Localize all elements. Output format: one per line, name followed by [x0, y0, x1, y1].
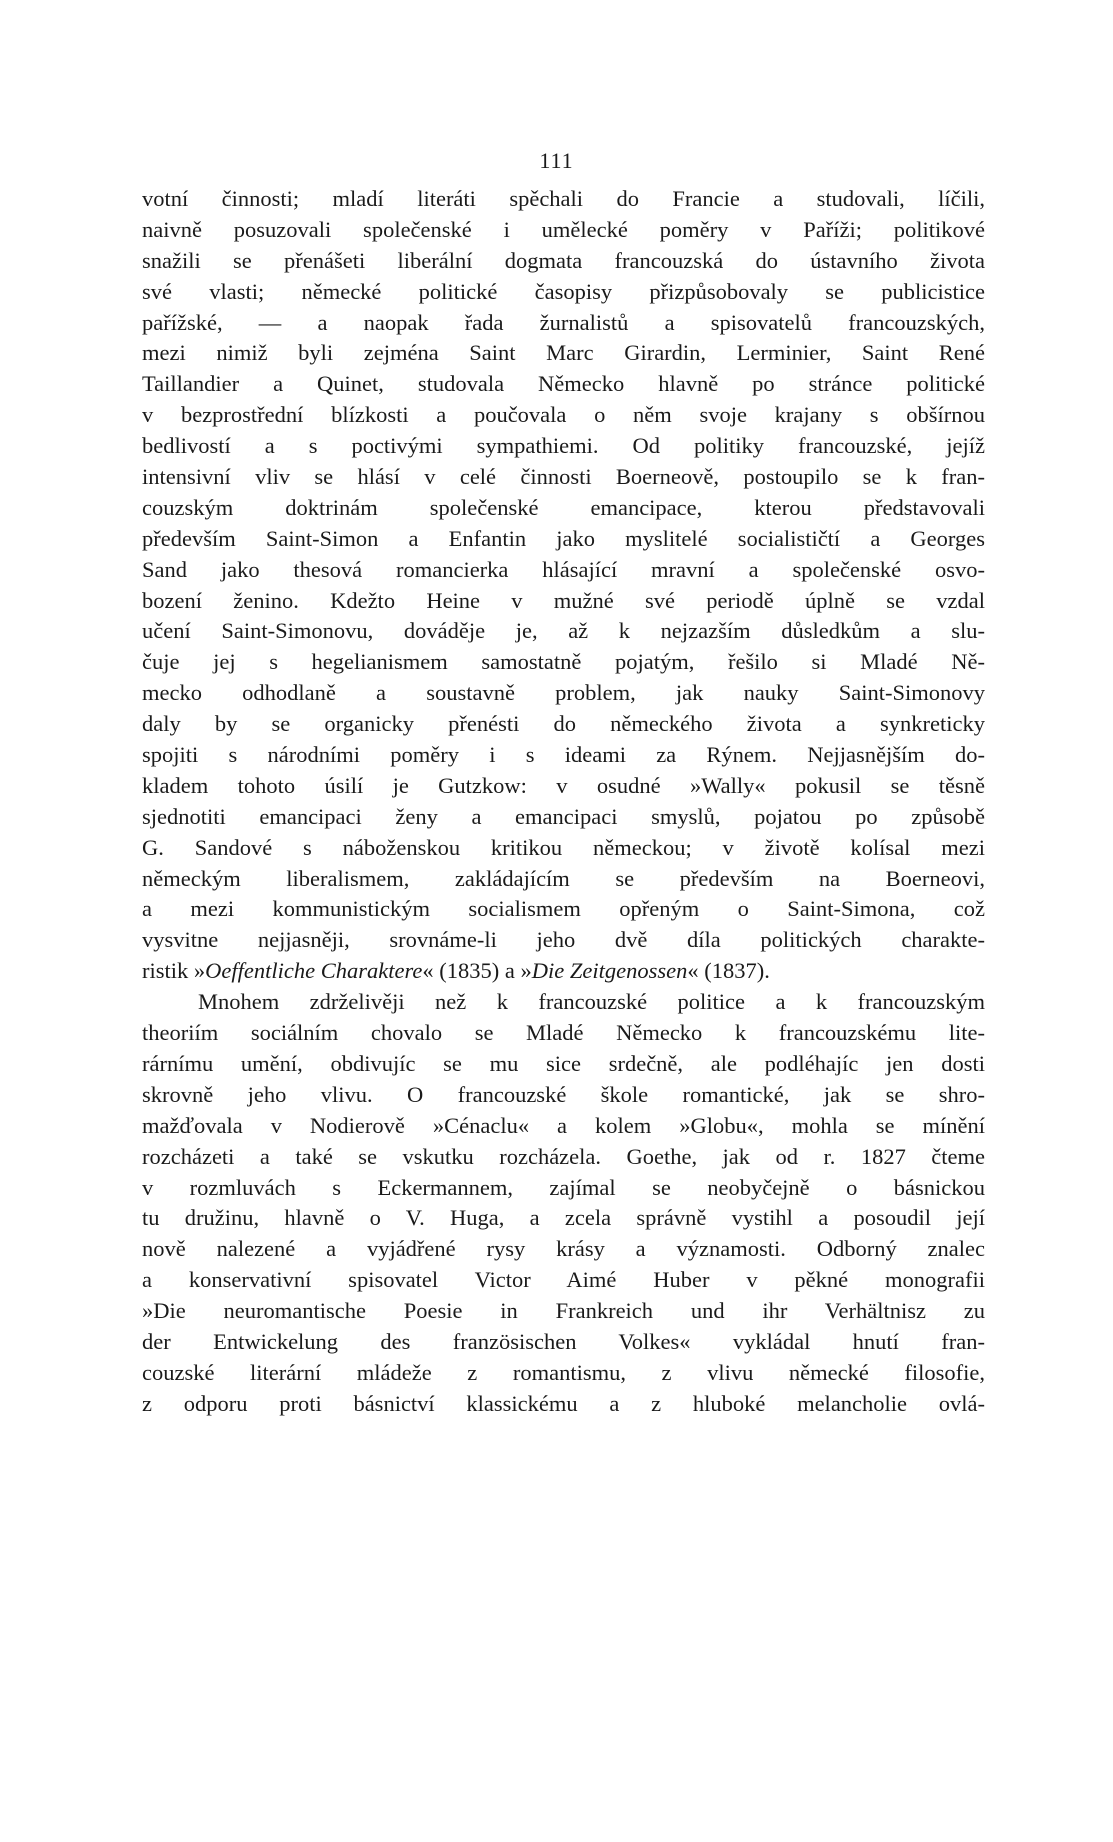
- text-line: Taillandier a Quinet, studovala Německo hlavně po stránce politické: [142, 371, 985, 397]
- text-line: mezi nimiž byli zejména Saint Marc Girardin, Lerminier, Saint René: [142, 340, 985, 366]
- text-line: své vlasti; německé politické časopisy přizpůsobovaly se publicistice: [142, 278, 985, 304]
- text-line: couzské literární mládeže z romantismu, z vlivu německé filosofie,: [142, 1359, 985, 1385]
- text-line: učení Saint-Simonovu, dováděje je, až k nejzazším důsledkům a slu-: [142, 618, 985, 644]
- text-line: intensivní vliv se hlásí v celé činnosti Boerneově, postoupilo se k fran-: [142, 464, 985, 490]
- text-line: spojiti s národními poměry i s ideami za Rýnem. Nejjasnějším do-: [142, 742, 985, 768]
- text-line: rárnímu umění, obdivujíc se mu sice srdečně, ale podléhajíc jen dosti: [142, 1050, 985, 1076]
- line-text: « (1837).: [687, 958, 770, 984]
- text-line: bedlivostí a s poctivými sympathiemi. Od politiky francouzské, jejíž: [142, 433, 985, 459]
- text-line: snažili se přenášeti liberální dogmata francouzská do ústavního života: [142, 247, 985, 273]
- text-line: couzským doktrinám společenské emancipace, kterou představovali: [142, 494, 985, 520]
- body-text: [142, 184, 985, 1420]
- text-line: skrovně jeho vlivu. O francouzské škole romantické, jak se shro-: [142, 1081, 985, 1107]
- line-text: « (1835) a »: [422, 958, 532, 984]
- text-line: theoriím sociálním chovalo se Mladé Německo k francouzskému lite-: [142, 1020, 985, 1046]
- text-line: G. Sandové s náboženskou kritikou německou; v životě kolísal mezi: [142, 834, 985, 860]
- text-line: německým liberalismem, zakládajícím se především na Boerneovi,: [142, 865, 985, 891]
- text-line: mecko odhodlaně a soustavně problem, jak nauky Saint-Simonovy: [142, 680, 985, 706]
- text-line: pařížské, — a naopak řada žurnalistů a spisovatelů francouzských,: [142, 309, 985, 335]
- text-line: čuje jej s hegelianismem samostatně pojatým, řešilo si Mladé Ně-: [142, 649, 985, 675]
- text-line: v rozmluvách s Eckermannem, zajímal se neobyčejně o básnickou: [142, 1174, 985, 1200]
- text-line: mažďovala v Nodierově »Cénaclu« a kolem »Globu«, mohla se mínění: [142, 1112, 985, 1138]
- text-line: z odporu proti básnictví klassickému a z hluboké melancholie ovlá-: [142, 1390, 985, 1416]
- paragraph-1: [142, 184, 985, 987]
- text-line: naivně posuzovali společenské i umělecké poměry v Paříži; politikové: [142, 216, 985, 242]
- text-line: tu družinu, hlavně o V. Huga, a zcela správně vystihl a posoudil její: [142, 1205, 985, 1231]
- text-line: a konservativní spisovatel Victor Aimé Huber v pěkné monografii: [142, 1267, 985, 1293]
- text-line: a mezi kommunistickým socialismem opřeným o Saint-Simona, což: [142, 896, 985, 922]
- text-line: bození ženino. Kdežto Heine v mužné své periodě úplně se vzdal: [142, 587, 985, 613]
- text-line: daly by se organicky přenésti do německého života a synkreticky: [142, 711, 985, 737]
- text-line-with-titles: [142, 956, 985, 987]
- paragraph-2: [142, 987, 985, 1419]
- text-line: v bezprostřední blízkosti a poučovala o něm svoje krajany s obšírnou: [142, 402, 985, 428]
- text-line: »Die neuromantische Poesie in Frankreich und ihr Verhältnisz zu: [142, 1298, 985, 1324]
- text-line: der Entwickelung des französischen Volkes« vykládal hnutí fran-: [142, 1328, 985, 1354]
- text-line: Sand jako thesová romancierka hlásající mravní a společenské osvo-: [142, 556, 985, 582]
- text-line: nově nalezené a vyjádřené rysy krásy a významosti. Odborný znalec: [142, 1236, 985, 1262]
- line-text: ristik »: [142, 958, 206, 984]
- text-line: Mnohem zdrželivěji než k francouzské politice a k francouzským: [198, 989, 985, 1015]
- page-number: 111: [539, 148, 574, 173]
- text-line: votní činnosti; mladí literáti spěchali do Francie a studovali, líčili,: [142, 186, 985, 211]
- text-line: rozcházeti a také se vskutku rozcházela. Goethe, jak od r. 1827 čteme: [142, 1143, 985, 1169]
- text-line: kladem tohoto úsilí je Gutzkow: v osudné »Wally« pokusil se těsně: [142, 772, 985, 798]
- italic-title: Oeffentliche Charaktere: [205, 958, 423, 984]
- text-line: vysvitne nejjasněji, srovnáme-li jeho dvě díla politických charakte-: [142, 927, 985, 953]
- italic-title: Die Zeitgenossen: [531, 958, 688, 984]
- text-line: sjednotiti emancipaci ženy a emancipaci smyslů, pojatou po způsobě: [142, 803, 985, 829]
- text-line: především Saint-Simon a Enfantin jako myslitelé socialističtí a Georges: [142, 525, 985, 551]
